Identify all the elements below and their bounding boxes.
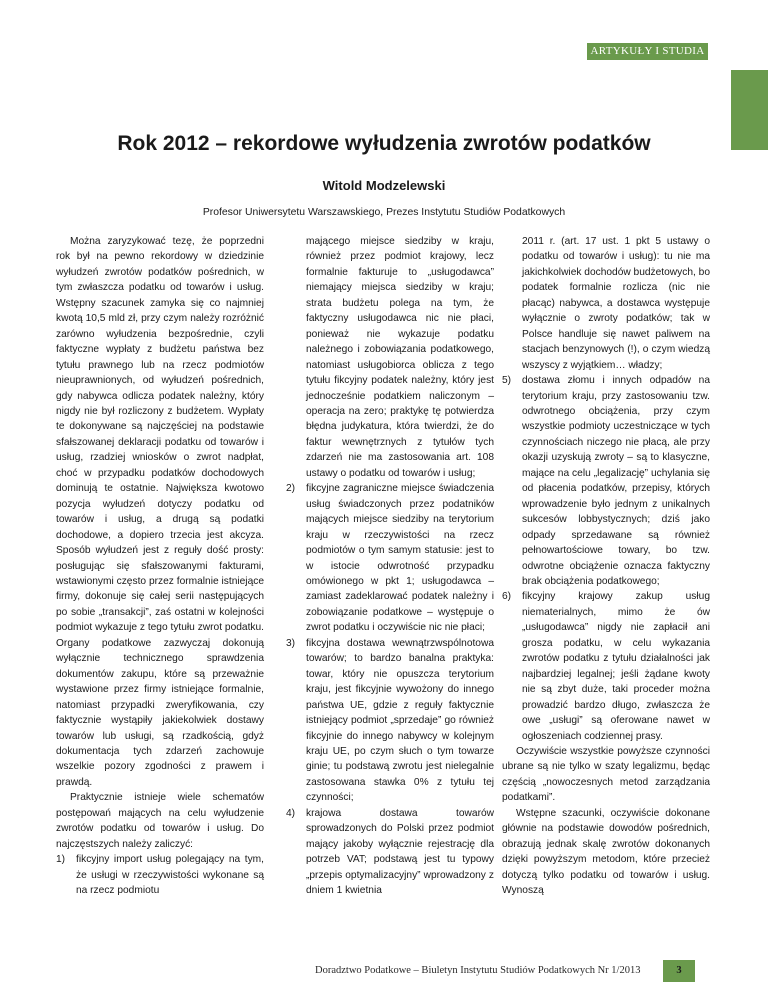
list-item bbox=[502, 373, 710, 589]
list-item-continuation: mającego miejsce siedziby w kraju, również przez podmiot krajowy, lecz formalnie fakturuje to „usługodawca” niemający miejsca siedziby w kraju; strata budżetu polega na tym, że faktyczny usługodawca nic nie płaci, ponieważ nie wykazuje podatku należnego i zobowiązania podatkowego, natomiast usługobiorca oblicza z tego tytułu fikcyjny podatek należny, który jest jednocześnie podatkiem naliczonym – operacja na zero; praktykę tę potwierdza błędna judykatura, która twierdzi, że do faktur wewnętrznych z tytułów tych zdarzeń nie ma zastosowania art. 108 ustawy o podatku od towarów i usług; bbox=[306, 236, 494, 479]
list-number: 6) bbox=[502, 591, 512, 603]
list-item bbox=[286, 636, 494, 806]
list-text: fikcyjny krajowy zakup usług niematerialnych, mimo że ów „usługodawca” nigdy nie zapłacił ani grosza podatku, w celu wykazania zwrotów podatku z tytułu działalności jak najbardziej legalnej; jeśli żądane kwoty nie są zbyt duże, taki proceder można prowadzić bardzo długo, zwłaszcza że owe „usługi” są oferowane nawet w ogłoszeniach codziennej prasy. bbox=[522, 591, 710, 742]
list-item bbox=[56, 852, 264, 898]
list-number: 2) bbox=[286, 483, 296, 495]
text-column-2 bbox=[286, 234, 494, 898]
journal-footer: Doradztwo Podatkowe – Biuletyn Instytutu Studiów Podatkowych Nr 1/2013 bbox=[315, 965, 641, 976]
author-affiliation: Profesor Uniwersytetu Warszawskiego, Prezes Instytutu Studiów Podatkowych bbox=[202, 207, 566, 218]
list-number: 3) bbox=[286, 637, 296, 649]
article-author: Witold Modzelewski bbox=[322, 178, 446, 193]
list-text: fikcyjny import usług polegający na tym, że usługi w rzeczywistości wykonane są na rzecz podmiotu bbox=[76, 854, 264, 897]
text-column-3 bbox=[502, 234, 710, 898]
list-item bbox=[286, 481, 494, 636]
list-number: 1) bbox=[56, 854, 66, 866]
list-item bbox=[286, 806, 494, 899]
paragraph: Oczywiście wszystkie powyższe czynności ubrane są nie tylko w szaty legalizmu, będąc częścią „nowoczesnych metod zarządzania podatkami”. bbox=[502, 745, 710, 804]
list-text: fikcyjna dostawa wewnątrzwspólnotowa towarów; to bardzo banalna praktyka: towar, który nie opuszcza terytorium kraju, jest fikcyjnie wywożony do innego państwa UE, gdzie z reguły faktycznie istniejący podmiot „sprzedaje” go również fikcyjnie do innego nabywcy w kolejnym kraju UE, po czym słuch o tym towarze ginie; tu podstawą zwrotu jest nielegalnie zastosowana stawka 0% z tytułu tej czynności; bbox=[306, 637, 494, 804]
text-column-1 bbox=[56, 234, 264, 898]
list-item-continuation: 2011 r. (art. 17 ust. 1 pkt 5 ustawy o podatku od towarów i usług): tu nie ma jakichkolwiek dochodów budżetowych, bo podatek formalnie rozlicza (nic nie płacąc) nabywca, a dostawca występuje wyłącznie o zwroty podatków; tak w Polsce handluje się nawet paliwem na stacjach benzynowych (!), o czym wiedzą wszyscy z wyjątkiem… władzy; bbox=[522, 236, 711, 371]
list-item bbox=[502, 589, 710, 744]
list-number: 4) bbox=[286, 807, 296, 819]
list-text: fikcyjne zagraniczne miejsce świadczenia usług świadczonych przez podatników mających miejsce siedziby na terytorium kraju w rzeczywistości na rzecz podmiotów o tym samym statusie: jest to w istocie odwrotność przypadku omówionego w pkt 1; usługodawca – zamiast zadeklarować podatek należny i zobowiązanie podatkowe – występuje o zwrot podatku i oczywiście nic nie płaci; bbox=[306, 483, 494, 634]
article-title: Rok 2012 – rekordowe wyłudzenia zwrotów podatków bbox=[117, 132, 651, 155]
paragraph: Wstępne szacunki, oczywiście dokonane głównie na podstawie dowodów pośrednich, obrazują jednak skalę zwrotów dokonanych dzięki powyższym metodom, które przecież dotyczą tylko podatku od towarów i usług. Wynoszą bbox=[502, 807, 710, 897]
paragraph: Praktycznie istnieje wiele schematów postępowań mających na celu wyłudzenie zwrotów podatku od towarów i usług. Do najczęstszych należy zaliczyć: bbox=[56, 792, 264, 850]
list-text: dostawa złomu i innych odpadów na terytorium kraju, przy zastosowaniu tzw. odwrotnego obciążenia, przy czym wszystkie podmioty uczestniczące w tych czynnościach niczego nie płacą, ale przy okazji uzyskują zwroty – są to klasyczne, mające na celu „legalizację” uchylania się od płacenia podatków, przepisy, których wprowadzenie było jednym z unikalnych sukcesów lobbystycznych; dziś jako odpady sprzedawane są również pełnowartościowe towary, bo tzw. odwrotne obciążenie oznacza faktyczny brak obciążenia podatkowego; bbox=[522, 375, 710, 587]
section-tag: ARTYKUŁY I STUDIA bbox=[587, 43, 708, 60]
page-number: 3 bbox=[663, 960, 695, 982]
list-number: 5) bbox=[502, 375, 512, 387]
paragraph: Można zaryzykować tezę, że poprzedni rok był na pewno rekordowy w dziedzinie wyłudzeń zwrotów podatków pośrednich, w tym zwłaszcza podatku od towarów i usług. Wstępny szacunek zamyka się co najmniej kwotą 10,5 mld zł, przy czym należy rozróżnić zarówno wyłudzenia bezpośrednie, czyli faktyczne wypłaty z budżetu państwa bez tytułu prawnego lub na rzecz podmiotów nieuprawnionych, od wyłudzeń pośrednich, gdy nabywca odlicza podatek należny, który nigdy nie był rozliczony z budżetem. Wypłaty te dokonywane są najczęściej na podstawie sfałszowanej deklaracji podatku od towarów i usług, rzadziej wniosków o zwrot nadpłat, choć w przypadku podatków dochodowych dominują te ostatnie. Największa kwotowo pozycja wyłudzeń dotyczy podatku od towarów i usług, a drugą są podatki dochodowe, a dopiero trzecia jest akcyza. Sposób wyłudzeń jest z reguły dość prosty: posługując się sfałszowanymi fakturami, wstawionymi często przez formalnie istniejące firmy, dokonuje się całej serii następujących po sobie „transakcji”, zaś ostatni w kolejności podmiot wykazuje z tego tytułu zwrot podatku. Organy podatkowe zazwyczaj dokonują wyłącznie technicznego sprawdzenia dokumentów zakupu, które są przeważnie wystawione przez firmy istniejące formalnie, natomiast przypadki zweryfikowania, czy faktycznie wystąpiły jakiekolwiek dostawy towarów lub usługi, są rzadkością, gdyż dokumentacja tych zdarzeń zachowuje wszelkie pozory zgodności z prawem i prawdą. bbox=[56, 236, 264, 788]
list-text: krajowa dostawa towarów sprowadzonych do Polski przez podmiot mający jakoby wyłącznie rejestrację dla potrzeb VAT; podstawą jest tu typowy „przepis optymalizacyjny” wprowadzony z dniem 1 kwietnia bbox=[306, 807, 494, 897]
